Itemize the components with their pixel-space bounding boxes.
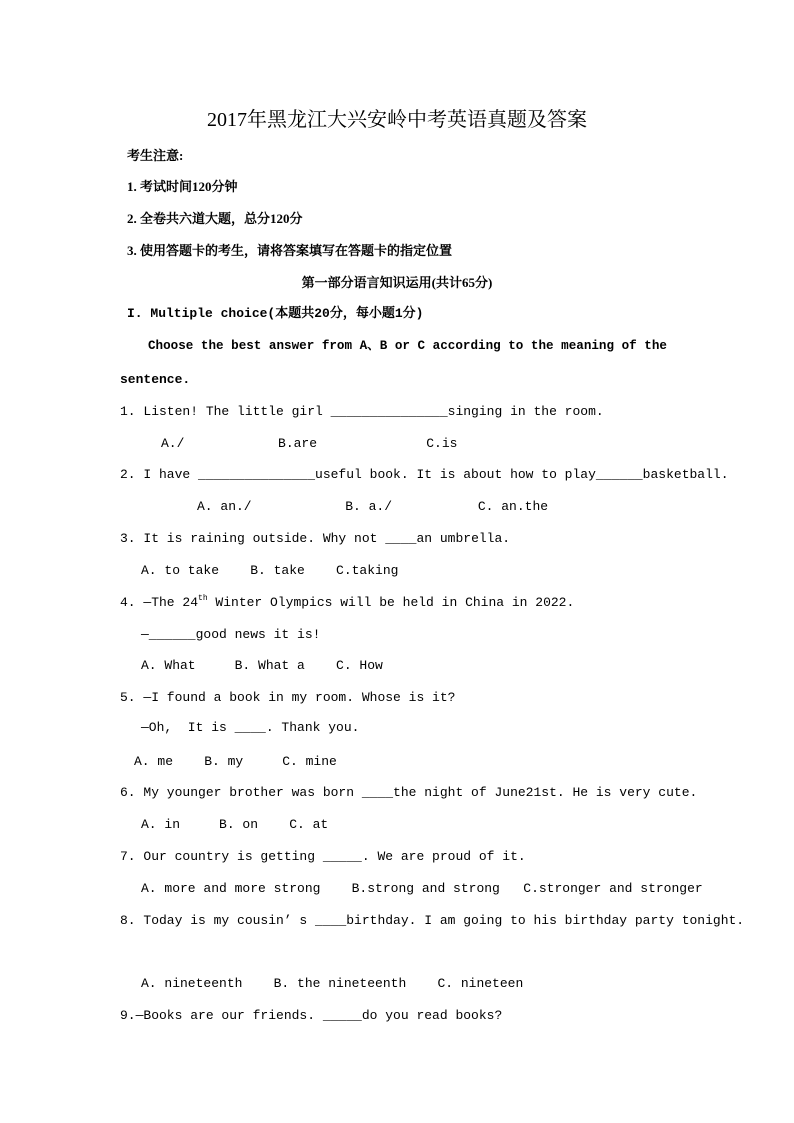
question-stem: 9.—Books are our friends. _____do you read books? (120, 1008, 503, 1023)
question-stem (120, 595, 574, 611)
ordinal-suffix: th (198, 594, 208, 603)
question-stem: 6. My younger brother was born ____the night of June21st. He is very cute. (120, 785, 698, 800)
stem-text: 3. It is raining outside. Why not (120, 531, 386, 546)
question-stem-line2: —Oh, It is ____. Thank you. (141, 720, 360, 735)
answer-blank: ____ (385, 531, 417, 546)
question-stem: 8. Today is my cousin’ s ____birthday. I am going to his birthday party tonight. (120, 913, 745, 928)
answer-options: A. in B. on C. at (141, 817, 329, 832)
answer-options: A. What B. What a C. How (141, 658, 383, 673)
answer-options: A. nineteenth B. the nineteenth C. nineteen (141, 976, 524, 991)
part-title: 第一部分语言知识运用(共计65分) (301, 275, 493, 290)
question-stem: 7. Our country is getting _____. We are proud of it. (120, 849, 526, 864)
question-stem (120, 531, 510, 547)
instruction-line: sentence. (120, 372, 191, 387)
page-title: 2017年黑龙江大兴安岭中考英语真题及答案 (207, 109, 587, 131)
section-title: I. Multiple choice(本题共20分，每小题1分) (127, 306, 424, 321)
answer-options: A./ B.are C.is (161, 436, 458, 451)
notice-item: 1. 考试时间120分钟 (127, 179, 238, 194)
stem-text: Winter Olympics will be held in China in 2022. (207, 595, 575, 610)
question-stem: 2. I have _______________useful book. It is about how to play______basketball. (120, 467, 729, 482)
question-stem: 5. —I found a book in my room. Whose is it? (120, 690, 456, 705)
answer-options: A. to take B. take C.taking (141, 563, 399, 578)
question-stem-line2: —______good news it is! (141, 627, 321, 642)
notice-item: 2. 全卷共六道大题，总分120分 (127, 211, 303, 226)
notice-item: 3. 使用答题卡的考生，请将答案填写在答题卡的指定位置 (127, 243, 453, 258)
stem-text: an umbrella. (416, 531, 511, 546)
answer-options: A. me B. my C. mine (134, 754, 337, 769)
notice-heading: 考生注意: (127, 148, 184, 163)
instruction-line: Choose the best answer from A、B or C according to the meaning of the (148, 339, 667, 353)
answer-options: A. an./ B. a./ C. an.the (197, 499, 549, 514)
question-stem: 1. Listen! The little girl _______________singing in the room. (120, 404, 604, 419)
stem-text: 4. —The 24 (120, 595, 199, 610)
answer-options: A. more and more strong B.strong and strong C.stronger and stronger (141, 881, 703, 896)
